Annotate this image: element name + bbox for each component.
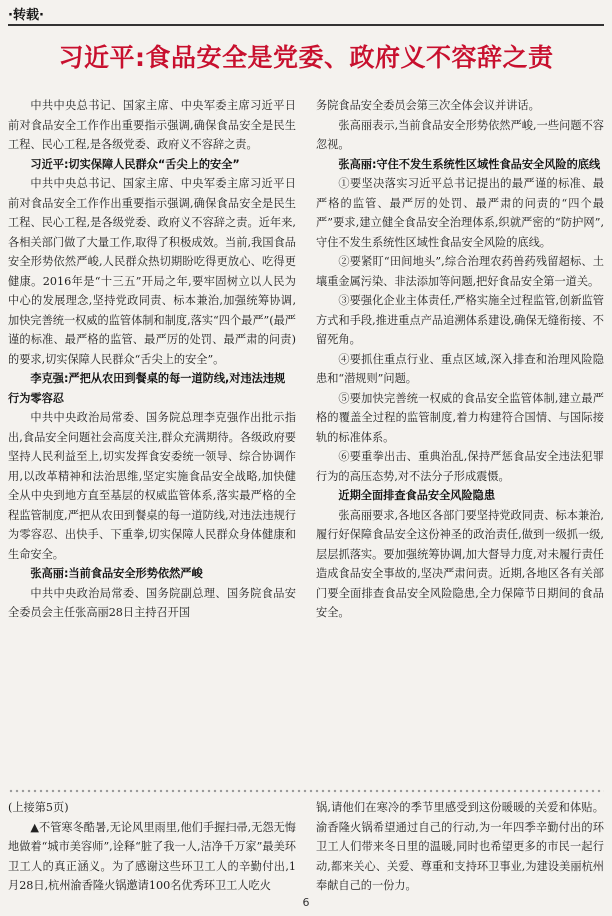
paragraph: ▲不管寒冬酷暑,无论风里雨里,他们手握扫帚,无怨无悔地做着“城市美容师”,诠释“脏了我一人,洁净千万家”最美环卫工人的真正涵义。为了感谢这些环卫工人的辛勤付出,1月28日,杭州渝香隆火锅邀请100名优秀环卫工人吃火: [8, 820, 296, 892]
paragraph: 张高丽表示,当前食品安全形势依然严峻,一些问题不容忽视。: [316, 118, 604, 151]
paragraph: 务院食品安全委员会第三次全体会议并讲话。: [316, 99, 540, 112]
paragraph: ⑥要重拳出击、重典治乱,保持严惩食品安全违法犯罪行为的高压态势,对不法分子形成震慑。: [316, 450, 604, 483]
paragraph: ⑤要加快完善统一权威的食品安全监管体制,建立最严格的覆盖全过程的监管制度,着力构建符合国情、与国际接轨的标准体系。: [316, 391, 604, 444]
section-label: ·转载·: [8, 8, 44, 23]
paragraph: 中共中央总书记、国家主席、中央军委主席习近平日前对食品安全工作作出重要指示强调,确保食品安全是民生工程、民心工程,是各级党委、政府义不容辞之责。近年来,各相关部门做了大量工作,取得了积极成效。当前,我国食品安全形势依然严峻,人民群众热切期盼吃得更放心、吃得更健康。2016年是“十三五”开局之年,要牢固树立以人民为中心的发展理念,坚持党政同责、标本兼治,加强统筹协调,加快完善统一权威的监管体制和制度,落实“四个最严”(最严谨的标准、最严格的监管、最严厉的处罚、最严肃的问责)的要求,切实保障人民群众“舌尖上的安全”。: [8, 177, 296, 366]
paragraph: ①要坚决落实习近平总书记提出的最严谨的标准、最严格的监管、最严厉的处罚、最严肃的问责的“四个最严”要求,建立健全食品安全治理体系,织就严密的“防护网”,守住不发生系统性区域性食品安全风险的底线。: [316, 177, 604, 249]
subheading: 李克强:严把从农田到餐桌的每一道防线,对违法违规行为零容忍: [8, 372, 286, 405]
subheading: 近期全面排查食品安全风险隐患: [338, 489, 496, 502]
section-divider: [8, 788, 604, 794]
paragraph: 锅,请他们在寒冷的季节里感受到这份暖暖的关爱和体贴。渝香隆火锅希望通过自己的行动,为一年四季辛勤付出的环卫工人们带来冬日里的温暖,同时也希望更多的市民一起行动,都来关心、关爱、尊重和支持环卫事业,为建设美丽杭州奉献自己的一份力。: [316, 801, 604, 892]
top-divider: [8, 24, 604, 26]
bottom-right-column: [316, 798, 604, 892]
right-column: [316, 96, 604, 786]
article-body: [8, 96, 604, 786]
left-column: [8, 96, 296, 786]
bottom-left-column: [8, 798, 296, 892]
subheading: 张高丽:守住不发生系统性区域性食品安全风险的底线: [338, 157, 601, 171]
subheading: 习近平:切实保障人民群众“舌尖上的安全”: [30, 157, 240, 171]
paragraph: 中共中央政治局常委、国务院总理李克强作出批示指出,食品安全问题社会高度关注,群众充满期待。各级政府要坚持人民利益至上,切实发挥食安委统一领导、综合协调作用,以改革精神和法治思维,坚定实施食品安全战略,加快健全从中央到地方直至基层的权威监管体系,落实最严格的全程监管制度,严把从农田到餐桌的每一道防线,对违法违规行为零容忍、出快手、下重拳,切实保障人民群众身体健康和生命安全。: [8, 411, 296, 561]
paragraph: ②要紧盯“田间地头”,综合治理农药兽药残留超标、土壤重金属污染、非法添加等问题,把好食品安全第一道关。: [316, 255, 604, 288]
continued-article: [8, 798, 604, 892]
paragraph: 中共中央总书记、国家主席、中央军委主席习近平日前对食品安全工作作出重要指示强调,确保食品安全是民生工程、民心工程,是各级党委、政府义不容辞之责。: [8, 99, 296, 151]
page-number: 6: [302, 896, 310, 909]
paragraph: ④要抓住重点行业、重点区域,深入排查和治理风险隐患和“潜规则”问题。: [316, 352, 604, 385]
paragraph: 张高丽要求,各地区各部门要坚持党政同责、标本兼治,履行好保障食品安全这份神圣的政治责任,做到一级抓一级,层层抓落实。要加强统筹协调,加大督导力度,对未履行责任造成食品安全事故的,坚决严肃问责。近期,各地区各有关部门要全面排查食品安全风险隐患,全力保障节日期间的食品安全。: [316, 508, 604, 619]
paragraph: (上接第5页): [8, 801, 69, 814]
paragraph: ③要强化企业主体责任,严格实施全过程监管,创新监管方式和手段,推进重点产品追溯体系建设,确保无缝衔接、不留死角。: [316, 294, 604, 346]
subheading: 张高丽:当前食品安全形势依然严峻: [30, 567, 203, 580]
headline: 习近平:食品安全是党委、政府义不容辞之责: [58, 43, 554, 72]
paragraph: 中共中央政治局常委、国务院副总理、国务院食品安全委员会主任张高丽28日主持召开国: [8, 586, 296, 619]
